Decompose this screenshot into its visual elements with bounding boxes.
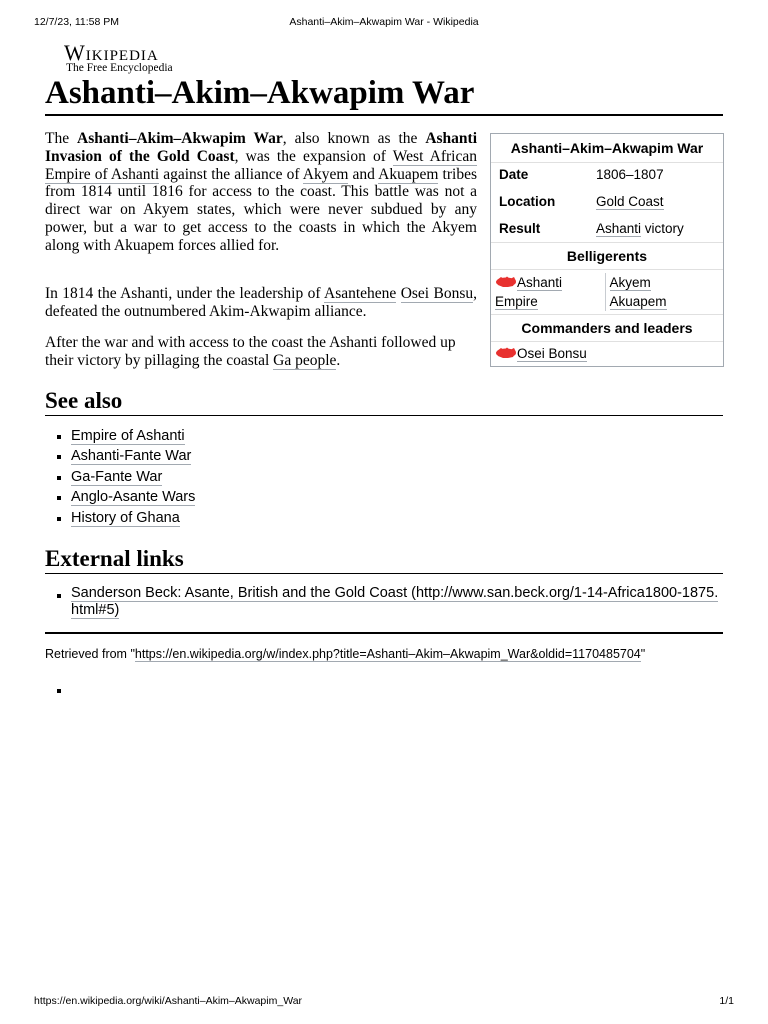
- bold-term: Ashanti–Akim–Akwapim War: [77, 130, 283, 147]
- link-ga-people[interactable]: Ga people: [273, 351, 337, 369]
- link-osei-bonsu[interactable]: Osei Bonsu: [517, 346, 587, 361]
- list-item: [57, 426, 195, 446]
- infobox-title: Ashanti–Akim–Akwapim War: [491, 134, 723, 163]
- infobox-label: Result: [499, 221, 541, 236]
- belligerents-heading: Belligerents: [491, 242, 723, 270]
- text: ": [640, 647, 646, 661]
- text: Retrieved from ": [45, 647, 135, 661]
- text: The: [45, 130, 78, 147]
- link-osei-bonsu[interactable]: Osei Bonsu: [400, 285, 474, 302]
- link-ashanti-empire[interactable]: [517, 275, 562, 291]
- text: , was the expansion of: [234, 147, 393, 165]
- link-see-also[interactable]: Ashanti-Fante War: [71, 448, 192, 465]
- text: .: [336, 351, 341, 369]
- link-see-also[interactable]: Ga-Fante War: [71, 468, 163, 485]
- external-links-list: [57, 585, 719, 619]
- ashanti-flag-icon: [495, 276, 517, 288]
- infobox-label: Location: [499, 194, 556, 209]
- print-page-number: 1/1: [719, 995, 734, 1007]
- list-item: [57, 467, 195, 487]
- link-gold-coast[interactable]: Gold Coast: [596, 194, 664, 209]
- infobox-row-result: [491, 213, 723, 242]
- wikipedia-tagline: The Free Encyclopedia: [66, 62, 173, 74]
- see-also-list: [57, 426, 195, 528]
- text: Empire: [495, 294, 538, 309]
- infobox-value: victory: [641, 221, 684, 236]
- text: against the alliance of: [159, 165, 303, 183]
- list-item: [57, 508, 195, 528]
- link-ashanti-empire[interactable]: [495, 294, 538, 310]
- text: Ashanti: [517, 275, 563, 290]
- infobox-label: Date: [499, 167, 529, 182]
- link-see-also[interactable]: Empire of Ashanti: [71, 428, 185, 444]
- wikipedia-wordmark-text: Wikipedia: [64, 40, 159, 65]
- infobox-row-location: [491, 186, 723, 213]
- link-akuapem[interactable]: Akuapem: [609, 294, 667, 309]
- commanders-heading: Commanders and leaders: [491, 314, 723, 342]
- belligerent-left: [495, 273, 605, 311]
- ashanti-flag-icon: [495, 347, 517, 359]
- see-also-heading: See also: [45, 387, 723, 416]
- link-see-also[interactable]: History of Ghana: [71, 509, 180, 526]
- link-asantehene[interactable]: Asantehene: [324, 285, 397, 302]
- link-akyem[interactable]: Akyem: [609, 275, 651, 290]
- infobox-row-date: [491, 163, 723, 186]
- intro-paragraph: [45, 130, 477, 255]
- footer-divider: [45, 632, 723, 634]
- text: After the war and with access to the coast the Ashanti followed up their victory by pillaging the coastal: [45, 334, 456, 369]
- list-item: [57, 487, 195, 507]
- link-akyem[interactable]: Akyem: [302, 165, 349, 183]
- print-url: https://en.wikipedia.org/wiki/Ashanti–Akim–Akwapim_War: [34, 995, 303, 1007]
- print-page-title: Ashanti–Akim–Akwapim War - Wikipedia: [289, 16, 479, 28]
- text: , also known as the: [282, 130, 426, 147]
- retrieved-from: [45, 647, 645, 661]
- text: tribes from 1814 until 1816 for access to the coast. This battle was not a direct war on Akyem states, which were never subdued by any power, but a war to get access to the coasts in which the Akyem along with Akuapem forces allied for.: [45, 165, 477, 254]
- infobox: [490, 133, 724, 367]
- link-akuapem[interactable]: Akuapem: [378, 165, 439, 183]
- link-retrieved-url[interactable]: https://en.wikipedia.org/w/index.php?title=Ashanti–Akim–Akwapim_War&oldid=1170485704: [134, 647, 641, 661]
- text: and: [348, 165, 379, 183]
- infobox-value: 1806–1807: [596, 167, 664, 182]
- print-datetime: 12/7/23, 11:58 PM: [34, 16, 120, 28]
- empty-list-bullet: [57, 689, 61, 693]
- text: In 1814 the Ashanti, under the leadership of: [45, 285, 325, 302]
- body-paragraph: [45, 334, 477, 370]
- list-item: [57, 585, 719, 619]
- external-links-heading: External links: [45, 545, 723, 574]
- link-external-sanderson-beck[interactable]: Sanderson Beck: Asante, British and the Gold Coast (http://www.san.beck.org/1-14-Africa1800-1875.html#5): [71, 585, 719, 618]
- link-ashanti[interactable]: Ashanti: [596, 221, 642, 236]
- link-empire-of-ashanti[interactable]: West African Empire of Ashanti: [45, 147, 477, 183]
- commanders-row: [491, 342, 723, 366]
- link-see-also[interactable]: Anglo-Asante Wars: [71, 489, 196, 506]
- text: , defeated the outnumbered Akim-Akwapim alliance.: [45, 285, 477, 320]
- page-title: Ashanti–Akim–Akwapim War: [45, 74, 723, 116]
- body-paragraph: [45, 285, 477, 321]
- list-item: [57, 446, 195, 466]
- belligerents-row: [491, 270, 723, 314]
- bold-term: Ashanti Invasion of the Gold Coast: [45, 130, 477, 165]
- belligerent-right: [605, 273, 720, 311]
